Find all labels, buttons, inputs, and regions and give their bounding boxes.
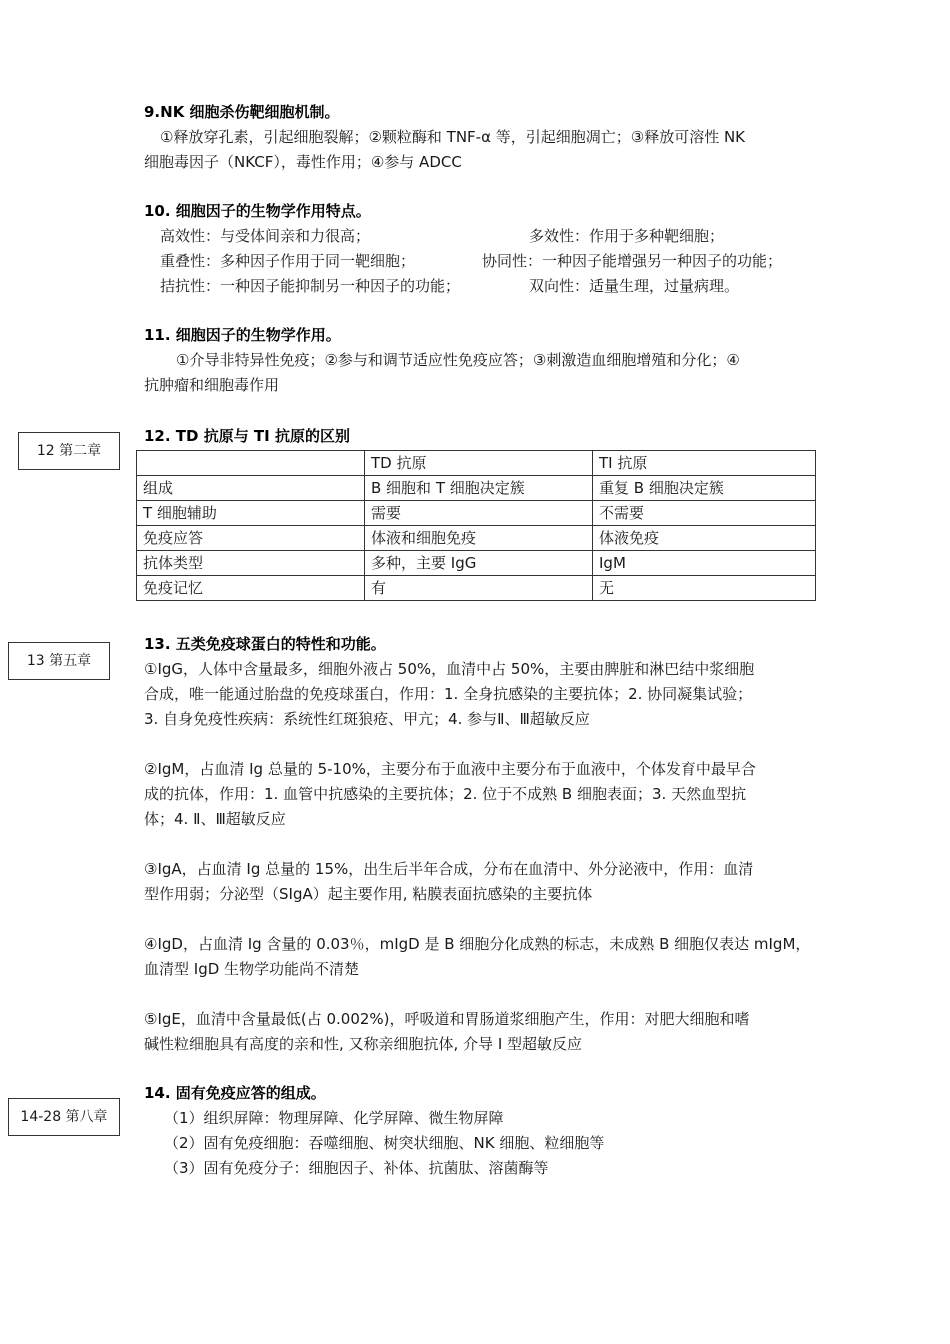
table-row	[137, 576, 816, 601]
table-cell: IgM	[593, 551, 816, 576]
q14-item-2: （2）固有免疫细胞：吞噬细胞、树突状细胞、NK 细胞、粒细胞等	[164, 1134, 605, 1152]
table-cell: 不需要	[593, 501, 816, 526]
table-cell: 免疫应答	[137, 526, 365, 551]
q9-title: 9.NK 细胞杀伤靶细胞机制。	[144, 103, 340, 121]
table-cell: T 细胞辅助	[137, 501, 365, 526]
ige-line-2: 碱性粒细胞具有高度的亲和性, 又称亲细胞抗体, 介导 I 型超敏反应	[144, 1035, 583, 1053]
table-cell: B 细胞和 T 细胞决定簇	[365, 476, 593, 501]
iga-line-1: ③IgA，占血清 Ig 总量的 15%，出生后半年合成，分布在血清中、外分泌液中，作用：血清	[144, 860, 754, 878]
q14-item-3: （3）固有免疫分子：细胞因子、补体、抗菌肽、溶菌酶等	[164, 1159, 549, 1177]
q10-row3-left: 拮抗性：一种因子能抑制另一种因子的功能；	[160, 277, 461, 295]
q9-line-2: 细胞毒因子（NKCF），毒性作用；④参与 ADCC	[144, 153, 462, 171]
table-cell: 组成	[137, 476, 365, 501]
table-cell: 体液和细胞免疫	[365, 526, 593, 551]
table-cell: 重复 B 细胞决定簇	[593, 476, 816, 501]
table-cell: 抗体类型	[137, 551, 365, 576]
q14-item-1: （1）组织屏障：物理屏障、化学屏障、微生物屏障	[164, 1109, 504, 1127]
margin-note-chapter-2: 12 第二章	[18, 432, 120, 470]
q10-row2-left: 重叠性：多种因子作用于同一靶细胞；	[160, 252, 416, 270]
ige-line-1: ⑤IgE，血清中含量最低(占 0.002%)，呼吸道和胃肠道浆细胞产生，作用：对肥大细胞和嗜	[144, 1010, 750, 1028]
table-row	[137, 551, 816, 576]
igd-line-2: 血清型 IgD 生物学功能尚不清楚	[144, 960, 360, 978]
table-header-cell	[137, 451, 365, 476]
table-header-cell: TD 抗原	[365, 451, 593, 476]
iga-line-2: 型作用弱；分泌型（SIgA）起主要作用, 粘膜表面抗感染的主要抗体	[144, 885, 593, 903]
igm-line-1: ②IgM，占血清 Ig 总量的 5-10%，主要分布于血液中主要分布于血液中，个体发育中最早合	[144, 760, 756, 778]
q10-row1-left: 高效性：与受体间亲和力很高；	[160, 227, 371, 245]
igm-line-3: 体；4. Ⅱ、Ⅲ超敏反应	[144, 810, 286, 828]
margin-note-chapter-8: 14-28 第八章	[8, 1098, 120, 1136]
q11-line-1: ①介导非特异性免疫；②参与和调节适应性免疫应答；③刺激造血细胞增殖和分化；④	[176, 351, 740, 369]
q12-title: 12. TD 抗原与 TI 抗原的区别	[144, 427, 350, 445]
table-cell: 免疫记忆	[137, 576, 365, 601]
table-header-cell: TI 抗原	[593, 451, 816, 476]
table-row	[137, 476, 816, 501]
table-cell: 有	[365, 576, 593, 601]
table-cell: 多种，主要 IgG	[365, 551, 593, 576]
q13-title: 13. 五类免疫球蛋白的特性和功能。	[144, 635, 386, 653]
table-row	[137, 501, 816, 526]
q10-title: 10. 细胞因子的生物学作用特点。	[144, 202, 371, 220]
igg-line-1: ①IgG，人体中含量最多，细胞外液占 50%，血清中占 50%，主要由脾脏和淋巴结中浆细胞	[144, 660, 755, 678]
q10-row1-right: 多效性：作用于多种靶细胞；	[529, 227, 725, 245]
table-cell: 体液免疫	[593, 526, 816, 551]
q11-title: 11. 细胞因子的生物学作用。	[144, 326, 341, 344]
q9-line-1: ①释放穿孔素，引起细胞裂解；②颗粒酶和 TNF-α 等，引起细胞凋亡；③释放可溶性 NK	[160, 128, 746, 146]
igg-line-2: 合成，唯一能通过胎盘的免疫球蛋白，作用：1. 全身抗感染的主要抗体；2. 协同凝集试验；	[144, 685, 753, 703]
q11-line-2: 抗肿瘤和细胞毒作用	[144, 376, 280, 394]
q14-title: 14. 固有免疫应答的组成。	[144, 1084, 326, 1102]
td-ti-comparison-table	[136, 450, 816, 601]
igd-line-1: ④IgD，占血清 Ig 含量的 0.03％，mIgD 是 B 细胞分化成熟的标志，未成熟 B 细胞仅表达 mIgM，	[144, 935, 811, 953]
table-cell: 无	[593, 576, 816, 601]
igg-line-3: 3. 自身免疫性疾病：系统性红斑狼疮、甲亢；4. 参与Ⅱ、Ⅲ超敏反应	[144, 710, 590, 728]
margin-note-chapter-5: 13 第五章	[8, 642, 110, 680]
table-row	[137, 526, 816, 551]
q10-row2-right: 协同性：一种因子能增强另一种因子的功能；	[482, 252, 783, 270]
table-header-row	[137, 451, 816, 476]
q10-row3-right: 双向性：适量生理，过量病理。	[529, 277, 740, 295]
igm-line-2: 成的抗体，作用：1. 血管中抗感染的主要抗体；2. 位于不成熟 B 细胞表面；3. 天然血型抗	[144, 785, 747, 803]
table-cell: 需要	[365, 501, 593, 526]
